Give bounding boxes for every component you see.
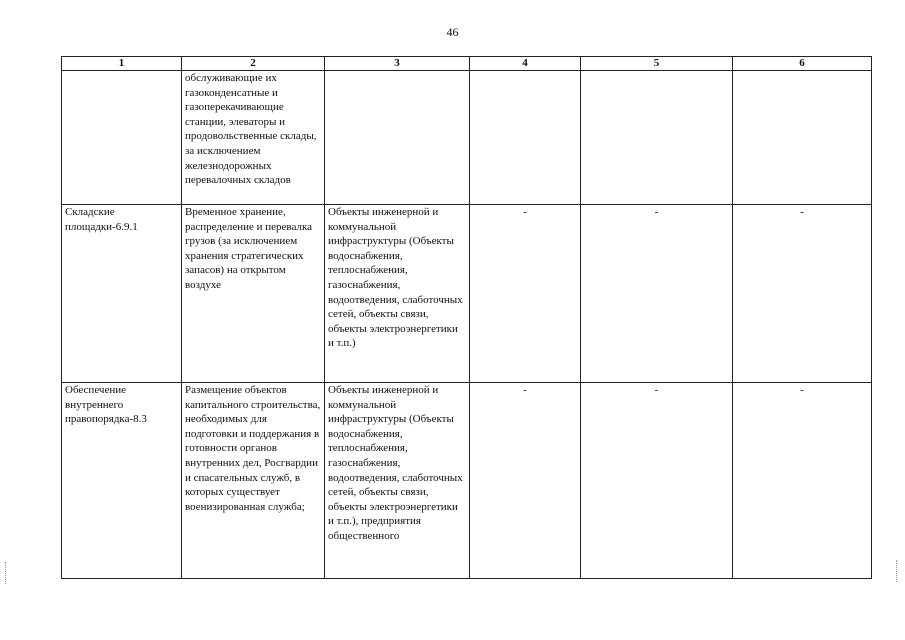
cell-col-4: - — [470, 205, 581, 383]
cell-col-5 — [581, 71, 733, 205]
header-col-5: 5 — [581, 57, 733, 71]
page-number: 46 — [446, 25, 459, 39]
table-row — [62, 383, 872, 579]
cell-col-6: - — [733, 205, 872, 383]
header-col-6: 6 — [733, 57, 872, 71]
cell-col-6: - — [733, 383, 872, 579]
cell-col-5: - — [581, 205, 733, 383]
cell-col-2: обслуживающие их газоконденсатные и газоперекачивающие станции, элеваторы и продовольственные склады, за исключением железнодорожных перевалочных складов — [182, 71, 325, 205]
table-row — [62, 205, 872, 383]
cell-description: Размещение объектов капитального строительства, необходимых для подготовки и поддержания в готовности органов внутренних дел, Росгвардии и спасательных служб, в которых существует военизированная служба; — [182, 383, 325, 579]
scan-artifact-right — [896, 560, 898, 582]
cell-col-6 — [733, 71, 872, 205]
header-col-2: 2 — [182, 57, 325, 71]
land-use-table — [61, 56, 872, 579]
cell-col-5: - — [581, 383, 733, 579]
header-col-1: 1 — [62, 57, 182, 71]
cell-auxiliary-uses: Объекты инженерной и коммунальной инфраструктуры (Объекты водоснабжения, теплоснабжения, газоснабжения, водоотведения, слаботочных сетей, объекты связи, объекты электроэнергетики и т.п.) — [325, 205, 470, 383]
cell-col-4 — [470, 71, 581, 205]
table-row-continuation — [62, 71, 872, 205]
table-header-row — [62, 57, 872, 71]
cell-zone-name: Обеспечение внутреннего правопорядка-8.3 — [62, 383, 182, 579]
cell-zone-name: Складские площадки-6.9.1 — [62, 205, 182, 383]
scan-artifact-left — [5, 562, 7, 584]
cell-description: Временное хранение, распределение и перевалка грузов (за исключением хранения стратегических запасов) на открытом воздухе — [182, 205, 325, 383]
header-col-4: 4 — [470, 57, 581, 71]
cell-col-1 — [62, 71, 182, 205]
cell-col-4: - — [470, 383, 581, 579]
cell-auxiliary-uses: Объекты инженерной и коммунальной инфраструктуры (Объекты водоснабжения, теплоснабжения, газоснабжения, водоотведения, слаботочных сетей, объекты связи, объекты электроэнергетики и т.п.), предприятия общественного — [325, 383, 470, 579]
header-col-3: 3 — [325, 57, 470, 71]
cell-col-3 — [325, 71, 470, 205]
